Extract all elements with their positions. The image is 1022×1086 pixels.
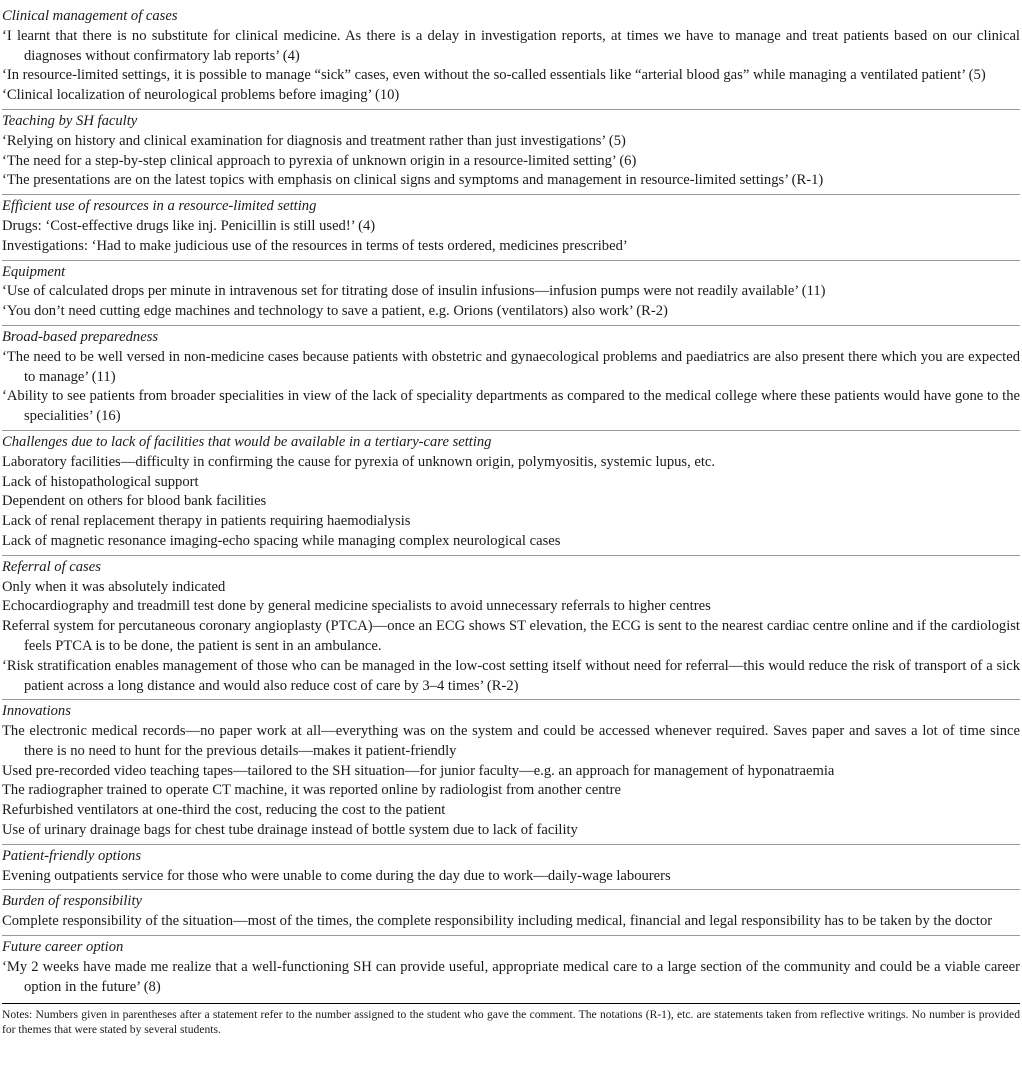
theme-section [2, 194, 1020, 256]
theme-statement: ‘My 2 weeks have made me realize that a well-functioning SH can provide useful, appropriate medical care to a large section of the community and could be a viable career option in the future’ (8) [2, 958, 1020, 995]
theme-statement: ‘The presentations are on the latest topics with emphasis on clinical signs and symptoms and management in resource-limited settings’ (R-1) [2, 172, 824, 189]
theme-statement: The electronic medical records—no paper work at all—everything was on the system and could be accessed whenever required. Saves paper and saves a lot of time since there is no need to hunt for the previous details––makes it patient-friendly [2, 723, 1020, 759]
theme-statement: Referral system for percutaneous coronary angioplasty (PTCA)—once an ECG shows ST elevation, the ECG is sent to the nearest cardiac centre online and if the cardiologist feels PTCA is to be done, the patient is sent in an ambulance. [2, 618, 1020, 654]
theme-statement: ‘The need to be well versed in non-medicine cases because patients with obstetric and gynaecological problems and paediatrics are also present there which you are expected to manage’ (11) [2, 348, 1020, 385]
theme-heading: Burden of responsibility [2, 893, 142, 910]
theme-statement: ‘Use of calculated drops per minute in intravenous set for titrating dose of insulin infusions—infusion pumps were not readily available’ (11) [2, 283, 826, 300]
theme-statement: Lack of magnetic resonance imaging-echo spacing while managing complex neurological cases [2, 532, 561, 549]
theme-section [2, 889, 1020, 932]
theme-statement: ‘Ability to see patients from broader specialities in view of the lack of speciality departments as compared to the medical college where these patients would have gone to the specialities’ (16) [2, 388, 1020, 425]
theme-heading: Equipment [2, 263, 66, 280]
theme-statement: ‘Risk stratification enables management of those who can be managed in the low-cost setting itself without need for referral—this would reduce the risk of transport of a sick patient across a long distance and would also reduce cost of care by 3–4 times’ (R-2) [2, 657, 1020, 694]
theme-statement: ‘The need for a step-by-step clinical approach to pyrexia of unknown origin in a resource-limited setting’ (6) [2, 152, 637, 169]
table-notes: Notes: Numbers given in parentheses after a statement refer to the number assigned to the student who gave the comment. The notations (R-1), etc. are statements taken from reflective writings. No number is provided for themes that were stated by several students. [2, 1008, 1020, 1037]
theme-divider [2, 194, 1020, 195]
theme-divider [2, 325, 1020, 326]
theme-section [2, 325, 1020, 427]
theme-divider [2, 555, 1020, 556]
theme-divider [2, 430, 1020, 431]
theme-statement: Only when it was absolutely indicated [2, 578, 226, 595]
theme-section [2, 6, 1020, 106]
theme-divider [2, 260, 1020, 261]
theme-statement: The radiographer trained to operate CT machine, it was reported online by radiologist from another centre [2, 782, 621, 799]
theme-statement: Refurbished ventilators at one-third the cost, reducing the cost to the patient [2, 802, 446, 819]
theme-section [2, 260, 1020, 322]
theme-divider [2, 889, 1020, 890]
theme-heading: Broad-based preparedness [2, 328, 159, 345]
theme-statement: Dependent on others for blood bank facilities [2, 493, 267, 510]
theme-divider [2, 935, 1020, 936]
theme-divider [2, 699, 1020, 700]
theme-statement: ‘Relying on history and clinical examination for diagnosis and treatment rather than just investigations’ (5) [2, 132, 626, 149]
theme-statement: Complete responsibility of the situation—most of the times, the complete responsibility including medical, financial and legal responsibility has to be taken by the doctor [2, 913, 993, 930]
theme-heading: Referral of cases [2, 558, 101, 575]
theme-statement: Investigations: ‘Had to make judicious use of the resources in terms of tests ordered, medicines prescribed’ [2, 237, 628, 254]
theme-heading: Challenges due to lack of facilities that would be available in a tertiary-care setting [2, 433, 492, 450]
theme-statement: Used pre-recorded video teaching tapes—tailored to the SH situation—for junior faculty—e.g. an approach for management of hyponatraemia [2, 762, 835, 779]
theme-divider [2, 109, 1020, 110]
theme-statement: Laboratory facilities—difficulty in confirming the cause for pyrexia of unknown origin, polymyositis, systemic lupus, etc. [2, 453, 716, 470]
theme-section [2, 699, 1020, 841]
theme-section [2, 844, 1020, 887]
theme-section [2, 935, 1020, 997]
theme-heading: Efficient use of resources in a resource-limited setting [2, 198, 317, 215]
theme-statement: ‘In resource-limited settings, it is possible to manage “sick” cases, even without the so-called essentials like “arterial blood gas” while managing a ventilated patient’ (5) [2, 67, 986, 84]
notes-divider [2, 1003, 1020, 1004]
theme-heading: Patient-friendly options [2, 847, 142, 864]
theme-statement: Echocardiography and treadmill test done by general medicine specialists to avoid unnecessary referrals to higher centres [2, 598, 711, 615]
theme-heading: Clinical management of cases [2, 8, 178, 24]
theme-statement: ‘Clinical localization of neurological problems before imaging’ (10) [2, 87, 400, 104]
themes-table [2, 6, 1020, 997]
theme-statement: Evening outpatients service for those who were unable to come during the day due to work—daily-wage labourers [2, 867, 671, 884]
theme-heading: Future career option [2, 939, 124, 956]
theme-divider [2, 844, 1020, 845]
theme-statement: Use of urinary drainage bags for chest tube drainage instead of bottle system due to lack of facility [2, 822, 578, 839]
theme-section [2, 555, 1020, 697]
theme-statement: ‘I learnt that there is no substitute for clinical medicine. As there is a delay in investigation reports, at times we have to manage and treat patients based on our clinical diagnoses without confirmatory lab reports’ (4) [2, 27, 1020, 64]
theme-heading: Teaching by SH faculty [2, 112, 138, 129]
theme-statement: Lack of histopathological support [2, 473, 199, 490]
theme-section [2, 109, 1020, 191]
theme-statement: Lack of renal replacement therapy in patients requiring haemodialysis [2, 513, 411, 530]
theme-statement: ‘You don’t need cutting edge machines and technology to save a patient, e.g. Orions (ventilators) also work’ (R-2) [2, 303, 668, 320]
theme-section [2, 430, 1020, 552]
theme-heading: Innovations [2, 703, 71, 720]
theme-statement: Drugs: ‘Cost-effective drugs like inj. Penicillin is still used!’ (4) [2, 217, 376, 234]
